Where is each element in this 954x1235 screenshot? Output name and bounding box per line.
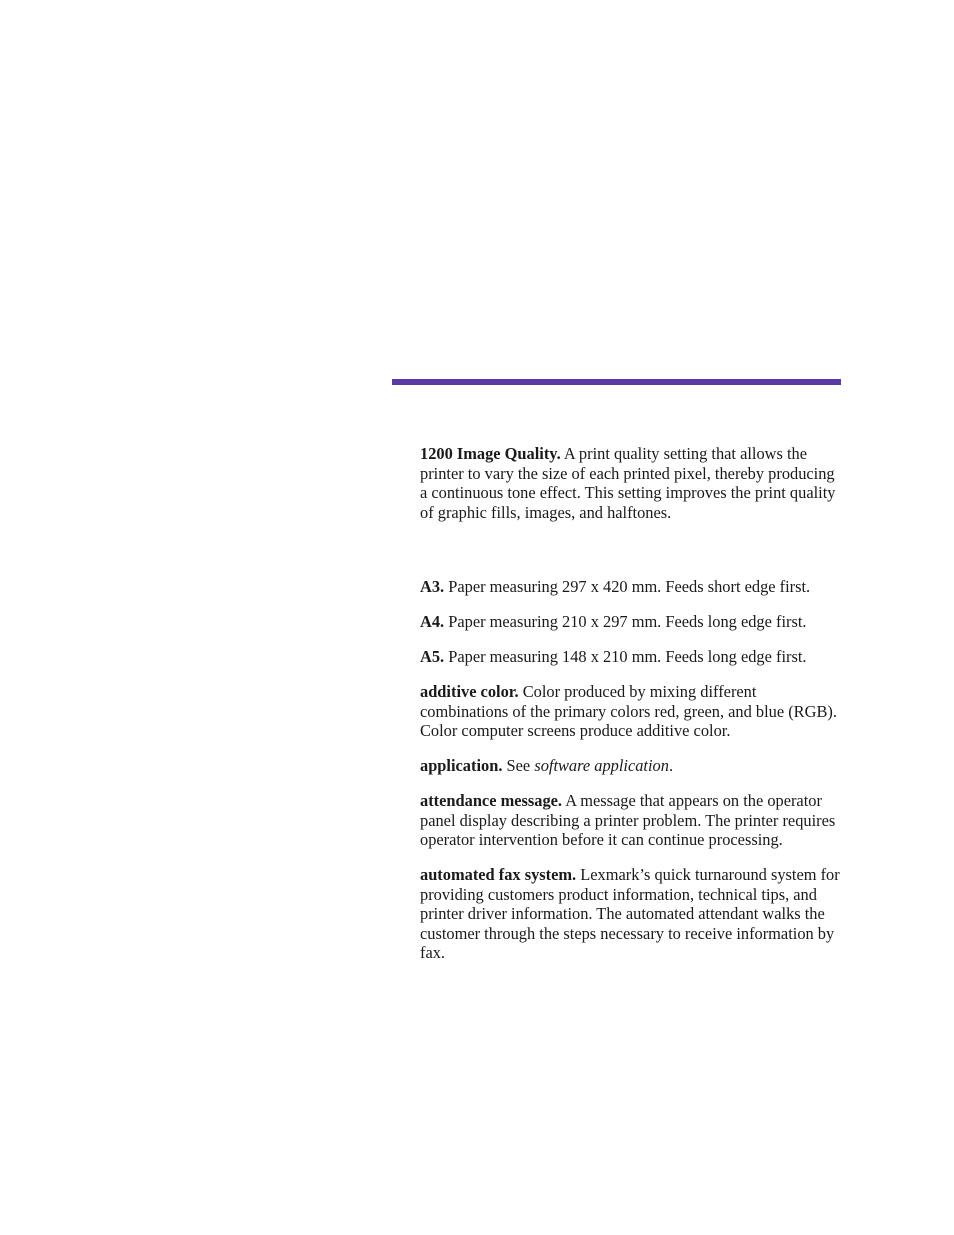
glossary-term: A4. bbox=[420, 612, 445, 631]
glossary-entry-additive-color bbox=[420, 682, 845, 741]
glossary-definition: Paper measuring 148 x 210 mm. Feeds long edge first. bbox=[444, 647, 807, 666]
glossary-definition: Lexmark’s quick turnaround system for providing customers product information, technical tips, and printer driver information. The automated attendant walks the customer through the steps necessary to receive information by fax. bbox=[420, 865, 840, 962]
glossary-term: 1200 Image Quality. bbox=[420, 444, 561, 463]
glossary-entry-application bbox=[420, 756, 845, 776]
glossary-entry-1200-image-quality bbox=[420, 444, 845, 522]
glossary-term: application. bbox=[420, 756, 503, 775]
glossary-entry-a3 bbox=[420, 577, 845, 597]
glossary-definition: See bbox=[502, 756, 535, 775]
section-divider-rule bbox=[392, 379, 841, 385]
glossary-definition: Paper measuring 210 x 297 mm. Feeds long edge first. bbox=[444, 612, 807, 631]
glossary-term: A5. bbox=[420, 647, 445, 666]
glossary-entry-automated-fax-system bbox=[420, 865, 845, 963]
glossary-definition: A message that appears on the operator panel display describing a printer problem. The printer requires operator intervention before it can continue processing. bbox=[420, 791, 836, 849]
glossary-term: A3. bbox=[420, 577, 445, 596]
glossary-definition-suffix: . bbox=[668, 756, 674, 775]
glossary-entry-attendance-message bbox=[420, 791, 845, 850]
glossary-term: additive color. bbox=[420, 682, 519, 701]
glossary-definition: Paper measuring 297 x 420 mm. Feeds short edge first. bbox=[444, 577, 811, 596]
glossary-term: attendance message. bbox=[420, 791, 563, 810]
glossary-cross-reference: software application bbox=[534, 756, 669, 775]
glossary-entry-a5 bbox=[420, 647, 845, 667]
glossary-term: automated fax system. bbox=[420, 865, 577, 884]
glossary-list bbox=[420, 444, 845, 978]
glossary-definition: Color produced by mixing different combinations of the primary colors red, green, and blue (RGB). Color computer screens produce additive color. bbox=[420, 682, 837, 740]
glossary-entry-a4 bbox=[420, 612, 845, 632]
glossary-definition: A print quality setting that allows the printer to vary the size of each printed pixel, thereby producing a continuous tone effect. This setting improves the print quality of graphic fills, images, and halftones. bbox=[420, 444, 836, 522]
